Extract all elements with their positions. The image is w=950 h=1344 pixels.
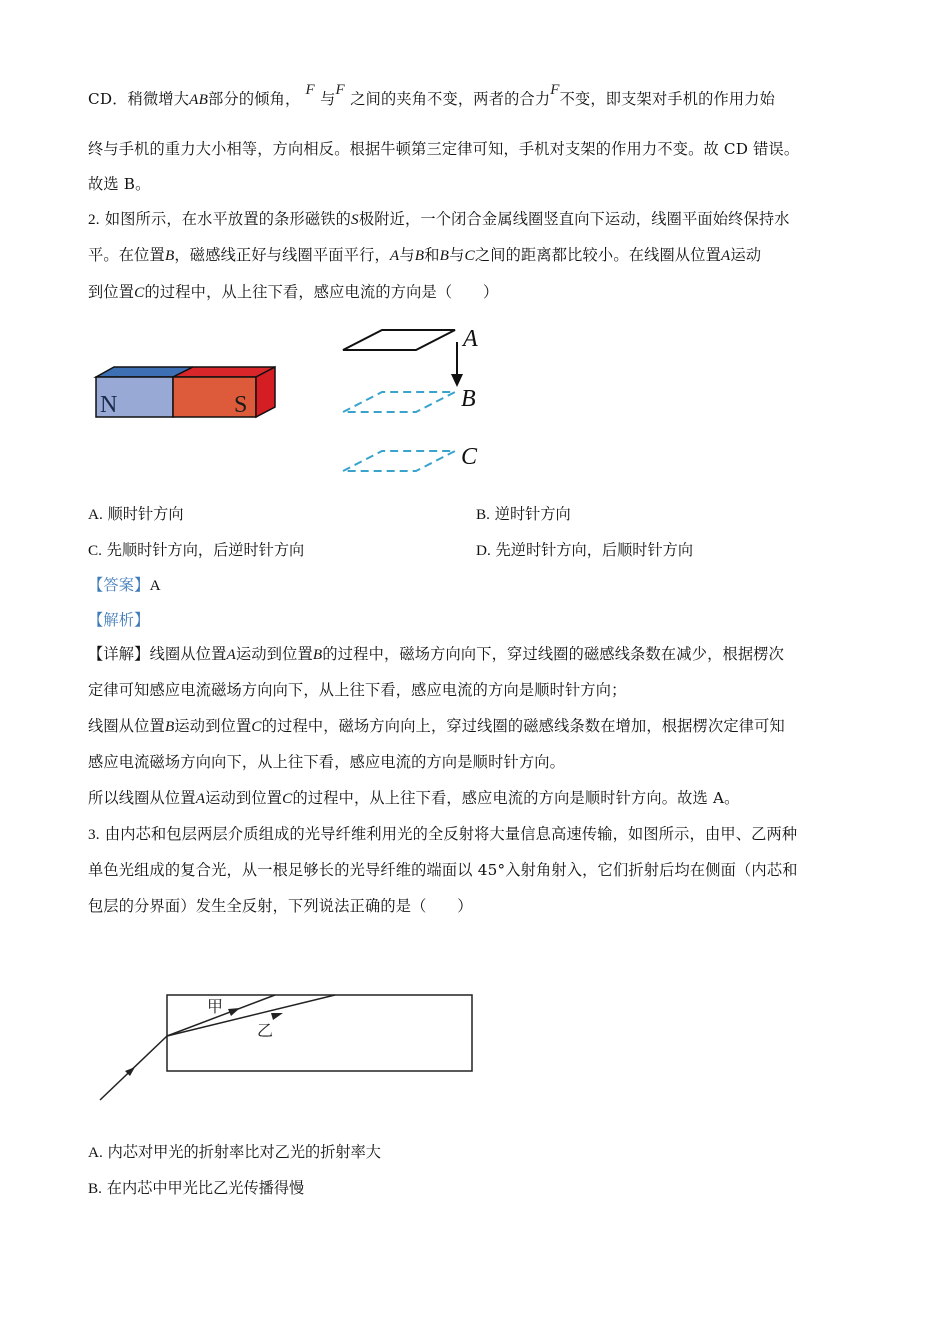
text: 运动到位置 (174, 717, 252, 735)
text: 运动到位置 (205, 789, 283, 807)
text: 部分的倾角， (208, 90, 301, 108)
prev-question-line-2: 终与手机的重力大小相等，方向相反。根据牛顿第三定律可知，手机对支架的作用力不变。故 CD 错误。 (88, 140, 800, 158)
var-s: S (351, 211, 359, 228)
q2-answer (88, 574, 161, 595)
q2-stem-line-3 (88, 281, 498, 302)
option-text: 逆时针方向 (494, 505, 571, 523)
option-key: B. (476, 506, 490, 523)
q2-detail-line-4 (88, 751, 565, 772)
coil-b (343, 392, 455, 412)
var: B (312, 646, 323, 663)
var: A (195, 790, 206, 807)
var: B (414, 247, 425, 264)
text: 线圈从位置 (88, 717, 165, 735)
text: 运动到位置 (235, 645, 313, 663)
q2-detail-line-2 (88, 679, 627, 700)
q3-option-b[interactable] (88, 1177, 304, 1198)
q2-stem-line-1 (88, 208, 790, 229)
text: 平。在位置 (88, 246, 165, 264)
text: 感应电流磁场方向向下，从上往下看，感应电流的方向是顺时针方向。 (88, 753, 566, 771)
option-key: A. (88, 506, 103, 523)
text: 线圈从位置 (149, 645, 227, 663)
q3-option-a[interactable] (88, 1141, 381, 1162)
var: C (134, 284, 145, 301)
var: C (282, 790, 293, 807)
answer-value: A (149, 577, 161, 594)
var: A (721, 247, 731, 264)
ray-yi (167, 995, 335, 1036)
force-f2: F (335, 82, 345, 98)
text: 如图所示，在水平放置的条形磁铁的 (104, 210, 352, 228)
subscript (345, 95, 350, 104)
coil-c (343, 451, 455, 471)
q2-analysis-label: 【解析】 (88, 611, 150, 629)
q3-stem-line-1 (88, 823, 797, 844)
bar-magnet-figure (90, 365, 285, 425)
var: B (164, 247, 175, 264)
magnet-n-label: N (100, 392, 118, 418)
coil-positions-figure (335, 320, 495, 480)
option-text: 顺时针方向 (107, 505, 184, 523)
q2-detail-line-1 (88, 643, 784, 664)
label-jia: 甲 (207, 997, 224, 1016)
prev-question-line-3: 故选 B。 (88, 175, 151, 193)
text: 定律可知感应电流磁场方向向下，从上往下看，感应电流的方向是顺时针方向； (88, 681, 627, 699)
text: 之间的距离都比较小。在线圈从位置 (474, 246, 722, 264)
q3-stem-line-3: 包层的分界面）发生全反射，下列说法正确的是（ ） (88, 897, 473, 915)
label-c: C (461, 444, 478, 470)
text: 到位置 (88, 283, 135, 301)
text: 和 (424, 246, 440, 264)
answer-label: 【答案】 (88, 576, 150, 594)
var: A (226, 646, 236, 663)
text: 之间的夹角不变，两者的合力 (350, 90, 551, 108)
question-number: 3. (88, 826, 100, 843)
magnet-s-label: S (234, 392, 248, 418)
text: 运动 (730, 246, 762, 264)
text: ，磁感线正好与线圈平面平行， (174, 246, 390, 264)
q2-option-c[interactable] (88, 539, 304, 560)
text: 的过程中，磁场方向向下，穿过线圈的磁感线条数在减少，根据楞次 (322, 645, 785, 663)
option-text: 内芯对甲光的折射率比对乙光的折射率大 (107, 1143, 381, 1161)
prev-question-line-1 (88, 82, 776, 109)
text: 与 (399, 246, 415, 264)
var: B (439, 247, 450, 264)
option-key: B. (88, 1180, 102, 1197)
question-number: 2. (88, 211, 100, 228)
text: CD．稍微增大 (88, 90, 190, 108)
text: 不变，即支架对手机的作用力始 (559, 90, 776, 108)
text: 所以线圈从位置 (88, 789, 196, 807)
text: 的过程中，从上往下看，感应电流的方向是顺时针方向。故选 A。 (292, 789, 740, 807)
text: 与 (449, 246, 465, 264)
q2-detail-line-3 (88, 715, 785, 736)
q2-option-d[interactable] (476, 539, 693, 560)
option-key: C. (88, 542, 102, 559)
text: 的过程中，从上往下看，感应电流的方向是（ ） (144, 283, 499, 301)
q2-option-a[interactable] (88, 503, 184, 524)
q3-stem-line-2: 单色光组成的复合光，从一根足够长的光导纤维的端面以 45°入射角射入，它们折射后均在侧面（内芯和 (88, 861, 798, 879)
label-a: A (463, 326, 478, 352)
force-f: F (550, 82, 560, 98)
q2-option-b[interactable] (476, 503, 571, 524)
text: 极附近，一个闭合金属线圈竖直向下运动，线圈平面始终保持水 (358, 210, 790, 228)
var: C (464, 247, 475, 264)
ray-yi-arrow-icon (271, 1013, 283, 1020)
subscript (315, 95, 320, 104)
option-text: 先顺时针方向，后逆时针方向 (106, 541, 305, 559)
text: 的过程中，磁场方向向上，穿过线圈的磁感线条数在增加，根据楞次定律可知 (261, 717, 785, 735)
coil-a (343, 330, 455, 350)
force-f1: F (305, 82, 315, 98)
text: 由内芯和包层两层介质组成的光导纤维利用光的全反射将大量信息高速传输，如图所示，由甲、乙两种 (104, 825, 798, 843)
q2-stem-line-2 (88, 244, 761, 265)
option-key: A. (88, 1144, 103, 1161)
option-text: 在内芯中甲光比乙光传播得慢 (106, 1179, 305, 1197)
label-b: B (461, 386, 476, 412)
option-key: D. (476, 542, 491, 559)
label-yi: 乙 (257, 1021, 274, 1040)
var: A (389, 247, 400, 264)
q2-detail-line-5 (88, 787, 740, 808)
optical-fiber-figure (95, 990, 480, 1105)
option-text: 先逆时针方向，后顺时针方向 (495, 541, 694, 559)
text: 与 (320, 90, 336, 108)
var: C (251, 718, 262, 735)
detail-label: 【详解】 (88, 645, 150, 663)
var: B (164, 718, 175, 735)
var-ab: AB (189, 91, 209, 108)
ray-jia-arrow-icon (228, 1008, 240, 1016)
